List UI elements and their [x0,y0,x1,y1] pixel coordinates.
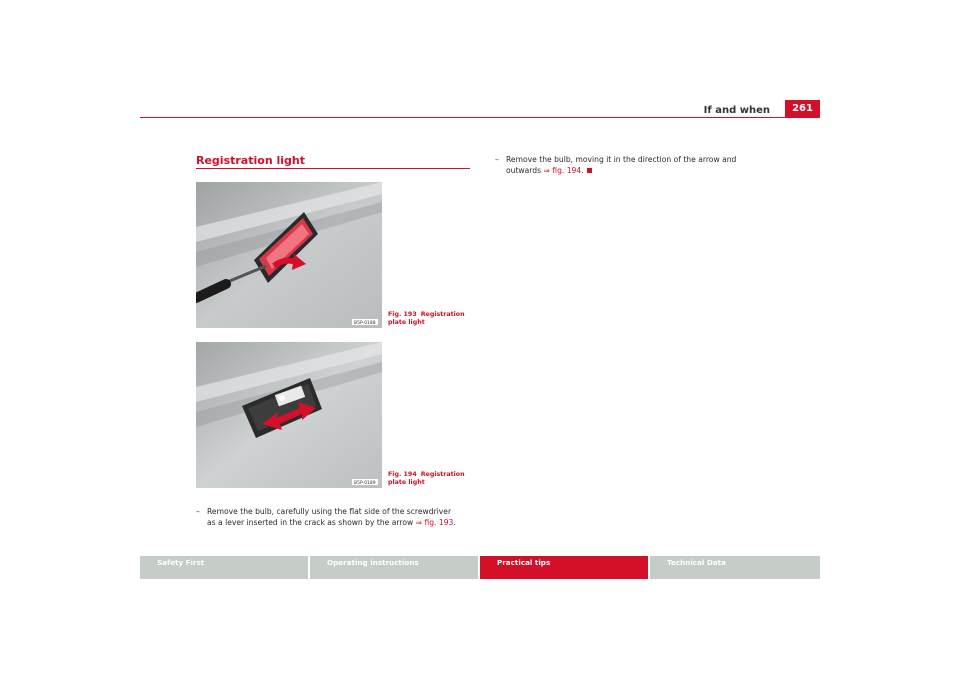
section-rule [196,168,470,169]
figure-193-image [196,182,382,328]
tab-safety-first[interactable] [140,556,308,579]
step-1-tail: . [453,518,456,527]
figure-194-label: Fig. 194 [388,471,417,478]
figure-193-code: B5P-0188 [354,321,376,326]
instruction-step-1 [196,506,486,528]
tab-operating-instructions[interactable] [310,556,478,579]
figure-194-caption [388,471,474,487]
step-2-arrow: ⇒ [543,166,550,175]
figure-193-caption [388,311,474,327]
tab-practical-tips-label: Practical tips [497,558,551,567]
tab-technical-data-label: Technical Data [667,558,726,567]
figure-194-code: B5P-0189 [354,481,376,486]
figure-193-label: Fig. 193 [388,311,417,318]
step-2-text-line1: Remove the bulb, moving it in the direction of the arrow and [506,155,737,164]
tab-technical-data[interactable] [650,556,820,579]
end-of-section-icon [587,168,592,173]
tab-operating-instructions-label: Operating instructions [327,558,419,567]
step-2-tail: . [581,166,584,175]
page-number: 261 [792,103,813,114]
tab-safety-first-label: Safety First [157,558,205,567]
step-2-figure-link[interactable]: fig. 194 [552,166,582,175]
step-1-text-line2: as a lever inserted in the crack as shown by the arrow [207,518,416,527]
step-1-text-line1: Remove the bulb, carefully using the flat side of the screwdriver [207,507,452,516]
step-1-arrow: ⇒ [415,518,423,527]
figure-194-caption-text: Registration plate light [388,471,465,486]
instruction-step-2 [495,154,785,176]
step-1-figure-link[interactable]: fig. 193 [424,518,454,527]
step-1-dash: – [196,507,200,516]
figure-194-image [196,342,382,488]
tab-practical-tips[interactable] [480,556,648,579]
step-2-dash: – [495,155,499,164]
chapter-title: If and when [703,105,770,116]
header-rule [140,117,820,118]
page-number-badge [785,100,820,118]
figure-193-caption-text: Registration plate light [388,311,465,326]
step-2-text-line2: outwards [506,166,544,175]
footer-nav [140,556,820,579]
section-title: Registration light [196,154,305,167]
